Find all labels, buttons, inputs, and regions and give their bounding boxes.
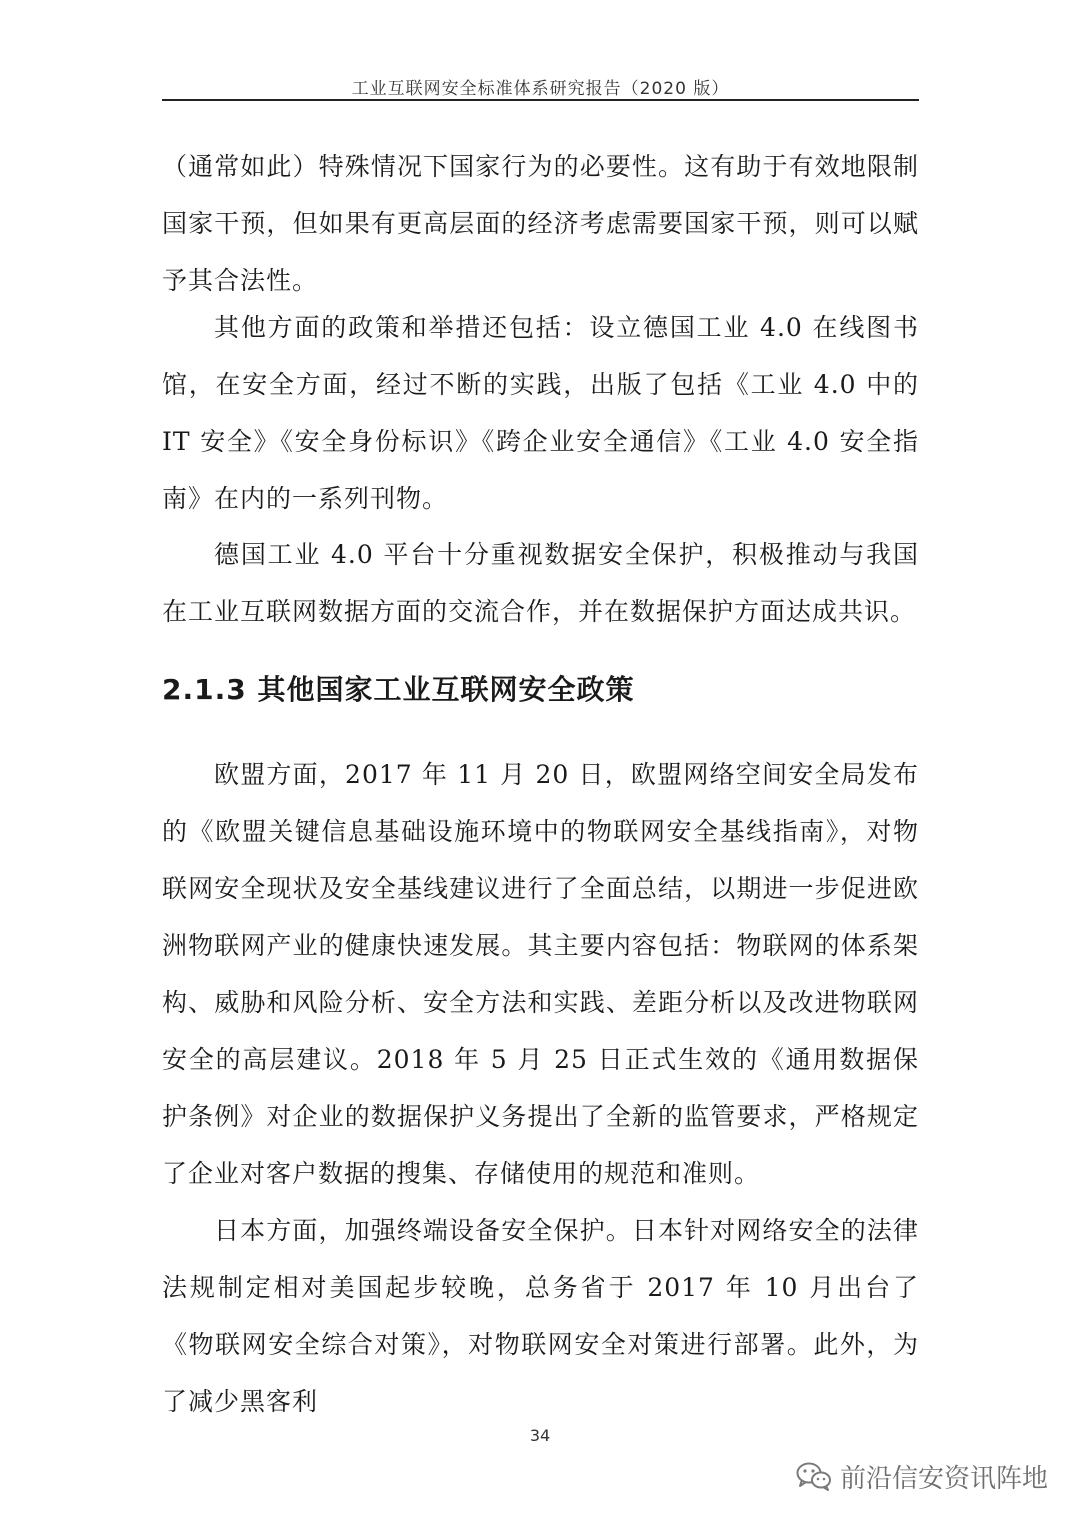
paragraph-text: 其他方面的政策和举措还包括：设立德国工业 4.0 在线图书馆，在安全方面，经过不断的实践，出版了包括《工业 4.0 中的 IT 安全》《安全身份标识》《跨企业安全通信》《工业 4.0 安全指南》在内的一系列刊物。	[162, 313, 919, 513]
paragraph-text: 德国工业 4.0 平台十分重视数据安全保护，积极推动与我国在工业互联网数据方面的交流合作，并在数据保护方面达成共识。	[162, 540, 919, 626]
paragraph-text: 日本方面，加强终端设备安全保护。日本针对网络安全的法律法规制定相对美国起步较晚，总务省于 2017 年 10 月出台了《物联网安全综合对策》，对物联网安全对策进行部署。此外，为了减少黑客利	[162, 1216, 919, 1416]
paragraph-4	[162, 746, 919, 1202]
running-header: 工业互联网安全标准体系研究报告（2020 版）	[351, 79, 730, 99]
header-rule	[162, 99, 919, 101]
paragraph-text: （通常如此）特殊情况下国家行为的必要性。这有助于有效地限制国家干预，但如果有更高层面的经济考虑需要国家干预，则可以赋予其合法性。	[162, 152, 919, 295]
paragraph-text: 欧盟方面，2017 年 11 月 20 日，欧盟网络空间安全局发布的《欧盟关键信息基础设施环境中的物联网安全基线指南》，对物联网安全现状及安全基线建议进行了全面总结，以期进一步促进欧洲物联网产业的健康快速发展。其主要内容包括：物联网的体系架构、威胁和风险分析、安全方法和实践、差距分析以及改进物联网安全的高层建议。2018 年 5 月 25 日正式生效的《通用数据保护条例》对企业的数据保护义务提出了全新的监管要求，严格规定了企业对客户数据的搜集、存储使用的规范和准则。	[162, 760, 919, 1188]
paragraph-2	[162, 299, 919, 527]
section-heading: 2.1.3 其他国家工业互联网安全政策	[162, 673, 635, 706]
page-number: 34	[529, 1426, 551, 1445]
watermark-text: 前沿信安资讯阵地	[839, 1463, 1048, 1494]
paragraph-5	[162, 1202, 919, 1430]
paragraph-3	[162, 526, 919, 640]
paragraph-1	[162, 138, 919, 309]
wechat-watermark	[796, 1456, 1048, 1496]
wechat-icon	[796, 1461, 832, 1491]
